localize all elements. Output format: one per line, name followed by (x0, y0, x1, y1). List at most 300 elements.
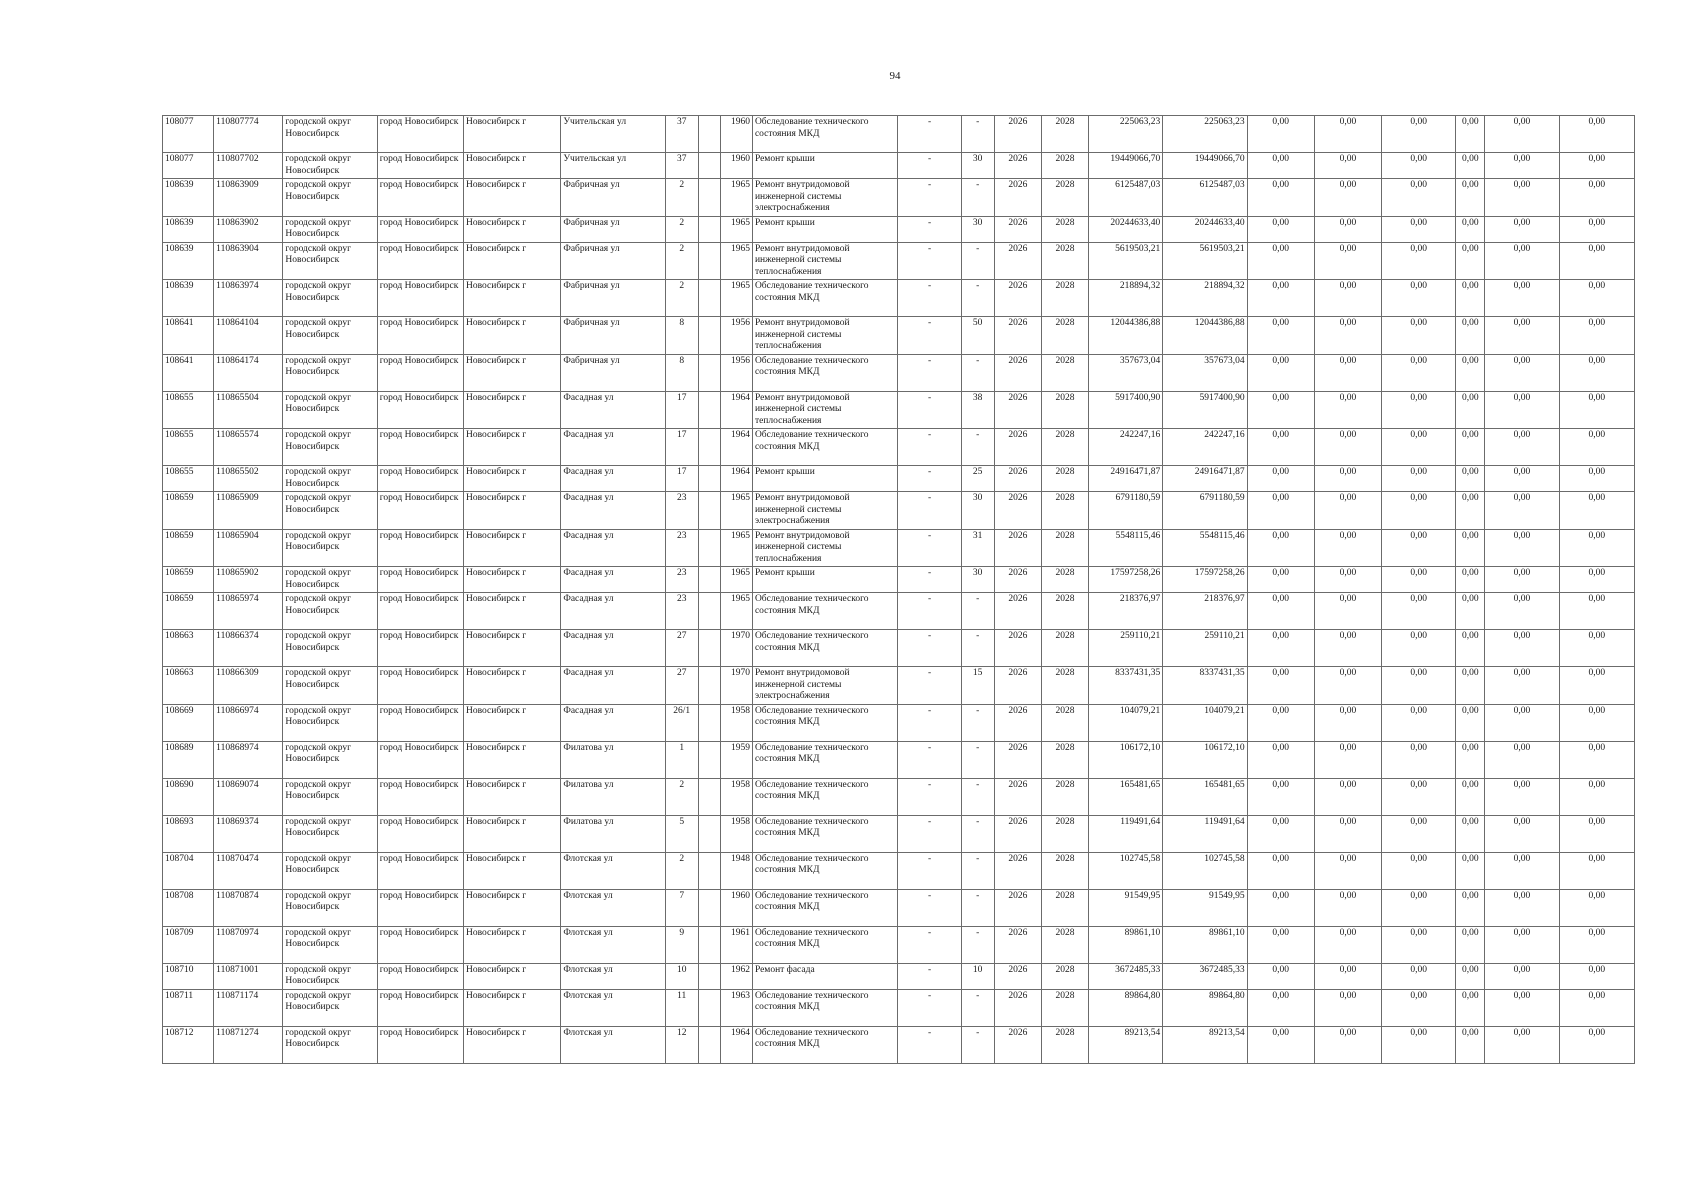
work-code: 110865974 (214, 593, 283, 630)
amount-cell: 0,00 (1314, 815, 1381, 852)
build-year: 1964 (720, 429, 752, 466)
work-type: Обследование технического состояния МКД (752, 852, 897, 889)
fund-amount: 91549,95 (1163, 889, 1247, 926)
house-number: 23 (665, 567, 698, 593)
fund-amount: 89861,10 (1163, 926, 1247, 963)
end-year: 2028 (1041, 529, 1088, 567)
work-type: Ремонт фасада (752, 963, 897, 989)
building-cell (698, 567, 720, 593)
row-id: 108655 (163, 391, 214, 429)
fund-amount: 17597258,26 (1163, 567, 1247, 593)
total-cost: 218894,32 (1089, 280, 1163, 317)
street-cell: Фабричная ул (561, 317, 665, 355)
street-cell: Фасадная ул (561, 391, 665, 429)
amount-cell: 0,00 (1382, 889, 1456, 926)
end-year: 2028 (1041, 242, 1088, 280)
start-year: 2026 (994, 989, 1041, 1026)
build-year: 1956 (720, 317, 752, 355)
total-cost: 259110,21 (1089, 630, 1163, 667)
amount-cell: 0,00 (1247, 1026, 1314, 1063)
col-dash: - (898, 926, 961, 963)
work-code: 110871001 (214, 963, 283, 989)
row-id: 108659 (163, 492, 214, 530)
row-id: 108659 (163, 593, 214, 630)
building-cell (698, 466, 720, 492)
start-year: 2026 (994, 778, 1041, 815)
fund-amount: 12044386,88 (1163, 317, 1247, 355)
start-year: 2026 (994, 242, 1041, 280)
amount-cell: 0,00 (1456, 741, 1485, 778)
district-cell: городской округ Новосибирск (283, 1026, 377, 1063)
city-cell: город Новосибирск (377, 116, 463, 153)
district-cell: городской округ Новосибирск (283, 317, 377, 355)
house-number: 26/1 (665, 704, 698, 741)
street-cell: Флотская ул (561, 1026, 665, 1063)
build-year: 1965 (720, 593, 752, 630)
street-cell: Фасадная ул (561, 667, 665, 705)
end-year: 2028 (1041, 926, 1088, 963)
city-cell: город Новосибирск (377, 391, 463, 429)
amount-cell: 0,00 (1314, 391, 1381, 429)
amount-cell: 0,00 (1382, 466, 1456, 492)
amount-cell: 0,00 (1559, 280, 1634, 317)
end-year: 2028 (1041, 317, 1088, 355)
locality-cell: Новосибирск г (464, 567, 561, 593)
table-row (163, 492, 1635, 530)
wear-percent: - (961, 989, 994, 1026)
amount-cell: 0,00 (1247, 567, 1314, 593)
work-code: 110870474 (214, 852, 283, 889)
start-year: 2026 (994, 667, 1041, 705)
amount-cell: 0,00 (1559, 741, 1634, 778)
work-type: Обследование технического состояния МКД (752, 630, 897, 667)
fund-amount: 218376,97 (1163, 593, 1247, 630)
work-type: Обследование технического состояния МКД (752, 116, 897, 153)
build-year: 1948 (720, 852, 752, 889)
city-cell: город Новосибирск (377, 317, 463, 355)
amount-cell: 0,00 (1456, 529, 1485, 567)
city-cell: город Новосибирск (377, 815, 463, 852)
table-row (163, 280, 1635, 317)
street-cell: Фабричная ул (561, 216, 665, 242)
end-year: 2028 (1041, 704, 1088, 741)
district-cell: городской округ Новосибирск (283, 963, 377, 989)
locality-cell: Новосибирск г (464, 242, 561, 280)
col-dash: - (898, 116, 961, 153)
amount-cell: 0,00 (1382, 963, 1456, 989)
amount-cell: 0,00 (1485, 317, 1559, 355)
amount-cell: 0,00 (1485, 667, 1559, 705)
work-code: 110864104 (214, 317, 283, 355)
building-cell (698, 429, 720, 466)
house-number: 37 (665, 116, 698, 153)
amount-cell: 0,00 (1382, 354, 1456, 391)
amount-cell: 0,00 (1559, 492, 1634, 530)
street-cell: Флотская ул (561, 989, 665, 1026)
row-id: 108641 (163, 354, 214, 391)
locality-cell: Новосибирск г (464, 989, 561, 1026)
fund-amount: 24916471,87 (1163, 466, 1247, 492)
amount-cell: 0,00 (1485, 889, 1559, 926)
amount-cell: 0,00 (1485, 815, 1559, 852)
city-cell: город Новосибирск (377, 852, 463, 889)
street-cell: Учительская ул (561, 153, 665, 179)
wear-percent: - (961, 354, 994, 391)
locality-cell: Новосибирск г (464, 153, 561, 179)
city-cell: город Новосибирск (377, 179, 463, 217)
building-cell (698, 216, 720, 242)
col-dash: - (898, 280, 961, 317)
amount-cell: 0,00 (1559, 116, 1634, 153)
table-row (163, 667, 1635, 705)
row-id: 108689 (163, 741, 214, 778)
street-cell: Флотская ул (561, 963, 665, 989)
district-cell: городской округ Новосибирск (283, 630, 377, 667)
work-code: 110868974 (214, 741, 283, 778)
total-cost: 20244633,40 (1089, 216, 1163, 242)
amount-cell: 0,00 (1382, 216, 1456, 242)
work-type: Обследование технического состояния МКД (752, 989, 897, 1026)
amount-cell: 0,00 (1314, 567, 1381, 593)
house-number: 10 (665, 963, 698, 989)
total-cost: 165481,65 (1089, 778, 1163, 815)
street-cell: Фасадная ул (561, 704, 665, 741)
fund-amount: 165481,65 (1163, 778, 1247, 815)
fund-amount: 8337431,35 (1163, 667, 1247, 705)
end-year: 2028 (1041, 1026, 1088, 1063)
city-cell: город Новосибирск (377, 963, 463, 989)
total-cost: 104079,21 (1089, 704, 1163, 741)
district-cell: городской округ Новосибирск (283, 989, 377, 1026)
start-year: 2026 (994, 852, 1041, 889)
row-id: 108639 (163, 216, 214, 242)
amount-cell: 0,00 (1382, 317, 1456, 355)
locality-cell: Новосибирск г (464, 889, 561, 926)
house-number: 2 (665, 852, 698, 889)
table-row (163, 778, 1635, 815)
amount-cell: 0,00 (1382, 778, 1456, 815)
amount-cell: 0,00 (1247, 926, 1314, 963)
build-year: 1964 (720, 1026, 752, 1063)
district-cell: городской округ Новосибирск (283, 926, 377, 963)
amount-cell: 0,00 (1314, 926, 1381, 963)
col-dash: - (898, 741, 961, 778)
work-code: 110871174 (214, 989, 283, 1026)
fund-amount: 5917400,90 (1163, 391, 1247, 429)
start-year: 2026 (994, 179, 1041, 217)
amount-cell: 0,00 (1382, 391, 1456, 429)
amount-cell: 0,00 (1559, 963, 1634, 989)
build-year: 1958 (720, 815, 752, 852)
amount-cell: 0,00 (1247, 667, 1314, 705)
amount-cell: 0,00 (1314, 630, 1381, 667)
city-cell: город Новосибирск (377, 153, 463, 179)
end-year: 2028 (1041, 667, 1088, 705)
amount-cell: 0,00 (1559, 179, 1634, 217)
col-dash: - (898, 529, 961, 567)
house-number: 17 (665, 466, 698, 492)
district-cell: городской округ Новосибирск (283, 153, 377, 179)
page-number: 94 (889, 70, 901, 82)
house-number: 23 (665, 529, 698, 567)
table-row (163, 216, 1635, 242)
end-year: 2028 (1041, 889, 1088, 926)
locality-cell: Новосибирск г (464, 926, 561, 963)
table-row (163, 153, 1635, 179)
work-code: 110866974 (214, 704, 283, 741)
table-row (163, 242, 1635, 280)
house-number: 12 (665, 1026, 698, 1063)
amount-cell: 0,00 (1382, 116, 1456, 153)
locality-cell: Новосибирск г (464, 317, 561, 355)
city-cell: город Новосибирск (377, 593, 463, 630)
work-type: Обследование технического состояния МКД (752, 741, 897, 778)
district-cell: городской округ Новосибирск (283, 593, 377, 630)
start-year: 2026 (994, 889, 1041, 926)
total-cost: 5548115,46 (1089, 529, 1163, 567)
work-type: Обследование технического состояния МКД (752, 280, 897, 317)
amount-cell: 0,00 (1314, 153, 1381, 179)
table-row (163, 317, 1635, 355)
house-number: 8 (665, 354, 698, 391)
building-cell (698, 704, 720, 741)
table-row (163, 704, 1635, 741)
end-year: 2028 (1041, 815, 1088, 852)
amount-cell: 0,00 (1559, 153, 1634, 179)
amount-cell: 0,00 (1382, 492, 1456, 530)
amount-cell: 0,00 (1559, 317, 1634, 355)
amount-cell: 0,00 (1485, 704, 1559, 741)
amount-cell: 0,00 (1559, 630, 1634, 667)
building-cell (698, 963, 720, 989)
amount-cell: 0,00 (1314, 667, 1381, 705)
work-type: Обследование технического состояния МКД (752, 778, 897, 815)
build-year: 1965 (720, 567, 752, 593)
building-cell (698, 593, 720, 630)
amount-cell: 0,00 (1485, 852, 1559, 889)
end-year: 2028 (1041, 593, 1088, 630)
city-cell: город Новосибирск (377, 989, 463, 1026)
col-dash: - (898, 567, 961, 593)
work-type: Обследование технического состояния МКД (752, 429, 897, 466)
amount-cell: 0,00 (1485, 741, 1559, 778)
amount-cell: 0,00 (1485, 778, 1559, 815)
street-cell: Флотская ул (561, 889, 665, 926)
street-cell: Фасадная ул (561, 466, 665, 492)
city-cell: город Новосибирск (377, 354, 463, 391)
amount-cell: 0,00 (1247, 429, 1314, 466)
work-type: Ремонт внутридомовой инженерной системы электроснабжения (752, 667, 897, 705)
work-code: 110865502 (214, 466, 283, 492)
work-type: Ремонт крыши (752, 466, 897, 492)
end-year: 2028 (1041, 466, 1088, 492)
amount-cell: 0,00 (1485, 989, 1559, 1026)
amount-cell: 0,00 (1559, 529, 1634, 567)
table-row (163, 391, 1635, 429)
amount-cell: 0,00 (1247, 593, 1314, 630)
city-cell: город Новосибирск (377, 529, 463, 567)
work-code: 110869374 (214, 815, 283, 852)
build-year: 1965 (720, 529, 752, 567)
street-cell: Филатова ул (561, 778, 665, 815)
fund-amount: 106172,10 (1163, 741, 1247, 778)
row-id: 108639 (163, 179, 214, 217)
total-cost: 17597258,26 (1089, 567, 1163, 593)
house-number: 2 (665, 778, 698, 815)
amount-cell: 0,00 (1247, 704, 1314, 741)
work-code: 110869074 (214, 778, 283, 815)
start-year: 2026 (994, 741, 1041, 778)
total-cost: 24916471,87 (1089, 466, 1163, 492)
house-number: 11 (665, 989, 698, 1026)
col-dash: - (898, 963, 961, 989)
amount-cell: 0,00 (1456, 216, 1485, 242)
building-cell (698, 116, 720, 153)
col-dash: - (898, 778, 961, 815)
fund-amount: 242247,16 (1163, 429, 1247, 466)
total-cost: 3672485,33 (1089, 963, 1163, 989)
amount-cell: 0,00 (1485, 593, 1559, 630)
capital-repair-table (162, 115, 1635, 1064)
col-dash: - (898, 317, 961, 355)
house-number: 2 (665, 280, 698, 317)
fund-amount: 3672485,33 (1163, 963, 1247, 989)
street-cell: Фасадная ул (561, 630, 665, 667)
row-id: 108655 (163, 466, 214, 492)
table-row (163, 989, 1635, 1026)
house-number: 17 (665, 391, 698, 429)
amount-cell: 0,00 (1247, 778, 1314, 815)
end-year: 2028 (1041, 153, 1088, 179)
amount-cell: 0,00 (1485, 1026, 1559, 1063)
start-year: 2026 (994, 963, 1041, 989)
amount-cell: 0,00 (1314, 179, 1381, 217)
amount-cell: 0,00 (1559, 1026, 1634, 1063)
city-cell: город Новосибирск (377, 704, 463, 741)
fund-amount: 6791180,59 (1163, 492, 1247, 530)
work-type: Обследование технического состояния МКД (752, 815, 897, 852)
end-year: 2028 (1041, 852, 1088, 889)
street-cell: Фасадная ул (561, 567, 665, 593)
building-cell (698, 391, 720, 429)
build-year: 1965 (720, 492, 752, 530)
amount-cell: 0,00 (1247, 216, 1314, 242)
street-cell: Фасадная ул (561, 593, 665, 630)
work-type: Обследование технического состояния МКД (752, 1026, 897, 1063)
amount-cell: 0,00 (1559, 429, 1634, 466)
locality-cell: Новосибирск г (464, 391, 561, 429)
build-year: 1958 (720, 778, 752, 815)
building-cell (698, 852, 720, 889)
locality-cell: Новосибирск г (464, 630, 561, 667)
work-type: Ремонт крыши (752, 216, 897, 242)
table-row (163, 593, 1635, 630)
wear-percent: - (961, 630, 994, 667)
building-cell (698, 242, 720, 280)
city-cell: город Новосибирск (377, 778, 463, 815)
amount-cell: 0,00 (1247, 354, 1314, 391)
amount-cell: 0,00 (1382, 926, 1456, 963)
table-row (163, 354, 1635, 391)
district-cell: городской округ Новосибирск (283, 280, 377, 317)
total-cost: 218376,97 (1089, 593, 1163, 630)
start-year: 2026 (994, 1026, 1041, 1063)
end-year: 2028 (1041, 567, 1088, 593)
col-dash: - (898, 216, 961, 242)
work-code: 110871274 (214, 1026, 283, 1063)
row-id: 108690 (163, 778, 214, 815)
house-number: 27 (665, 630, 698, 667)
end-year: 2028 (1041, 963, 1088, 989)
wear-percent: - (961, 926, 994, 963)
amount-cell: 0,00 (1382, 852, 1456, 889)
amount-cell: 0,00 (1382, 179, 1456, 217)
wear-percent: - (961, 815, 994, 852)
total-cost: 225063,23 (1089, 116, 1163, 153)
amount-cell: 0,00 (1456, 317, 1485, 355)
total-cost: 8337431,35 (1089, 667, 1163, 705)
total-cost: 242247,16 (1089, 429, 1163, 466)
amount-cell: 0,00 (1247, 242, 1314, 280)
district-cell: городской округ Новосибирск (283, 778, 377, 815)
col-dash: - (898, 153, 961, 179)
amount-cell: 0,00 (1456, 889, 1485, 926)
amount-cell: 0,00 (1456, 1026, 1485, 1063)
amount-cell: 0,00 (1314, 778, 1381, 815)
amount-cell: 0,00 (1456, 926, 1485, 963)
row-id: 108693 (163, 815, 214, 852)
start-year: 2026 (994, 815, 1041, 852)
build-year: 1963 (720, 989, 752, 1026)
amount-cell: 0,00 (1314, 852, 1381, 889)
street-cell: Фасадная ул (561, 429, 665, 466)
amount-cell: 0,00 (1247, 529, 1314, 567)
end-year: 2028 (1041, 280, 1088, 317)
start-year: 2026 (994, 492, 1041, 530)
fund-amount: 259110,21 (1163, 630, 1247, 667)
building-cell (698, 354, 720, 391)
amount-cell: 0,00 (1247, 989, 1314, 1026)
district-cell: городской округ Новосибирск (283, 216, 377, 242)
table-row (163, 815, 1635, 852)
amount-cell: 0,00 (1314, 116, 1381, 153)
row-id: 108710 (163, 963, 214, 989)
amount-cell: 0,00 (1485, 926, 1559, 963)
district-cell: городской округ Новосибирск (283, 852, 377, 889)
amount-cell: 0,00 (1456, 667, 1485, 705)
table-row (163, 963, 1635, 989)
house-number: 7 (665, 889, 698, 926)
build-year: 1965 (720, 242, 752, 280)
locality-cell: Новосибирск г (464, 852, 561, 889)
city-cell: город Новосибирск (377, 466, 463, 492)
total-cost: 357673,04 (1089, 354, 1163, 391)
row-id: 108708 (163, 889, 214, 926)
building-cell (698, 1026, 720, 1063)
work-code: 110870874 (214, 889, 283, 926)
amount-cell: 0,00 (1456, 630, 1485, 667)
amount-cell: 0,00 (1382, 989, 1456, 1026)
table-row (163, 466, 1635, 492)
district-cell: городской округ Новосибирск (283, 567, 377, 593)
table-row (163, 889, 1635, 926)
wear-percent: - (961, 704, 994, 741)
amount-cell: 0,00 (1559, 667, 1634, 705)
total-cost: 6125487,03 (1089, 179, 1163, 217)
end-year: 2028 (1041, 989, 1088, 1026)
district-cell: городской округ Новосибирск (283, 492, 377, 530)
start-year: 2026 (994, 529, 1041, 567)
